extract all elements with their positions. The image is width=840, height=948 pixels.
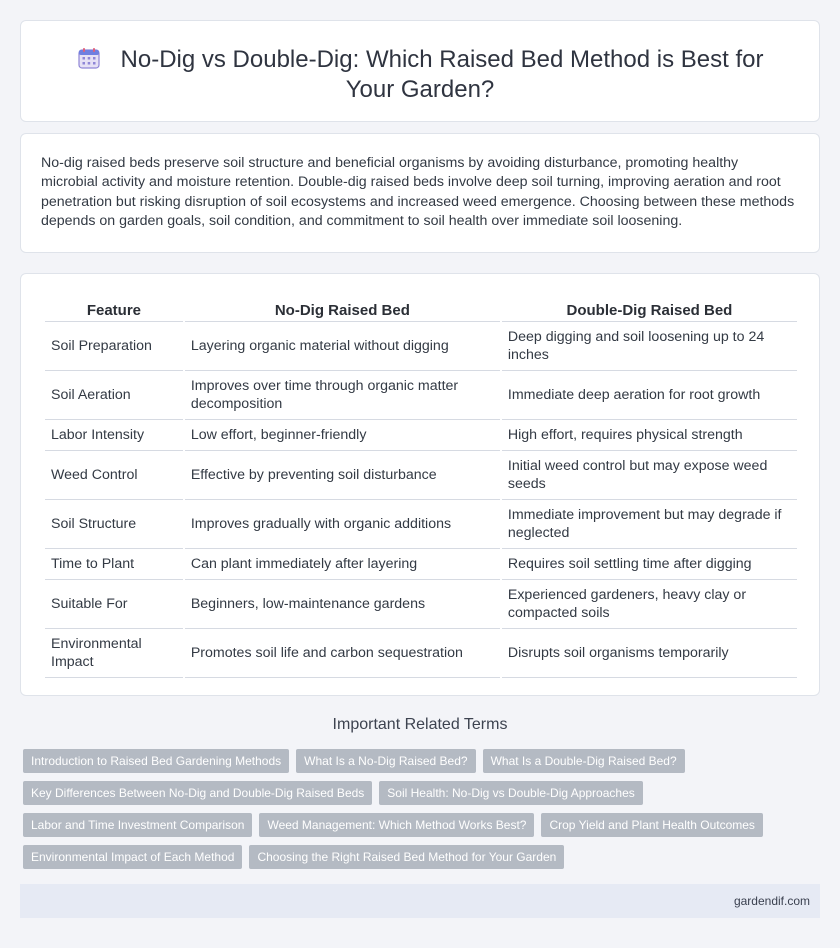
related-term-tag[interactable]: Introduction to Raised Bed Gardening Methods xyxy=(23,749,289,773)
related-terms-heading: Important Related Terms xyxy=(332,716,508,733)
related-terms-tags xyxy=(23,749,803,869)
no-dig-cell: Beginners, low-maintenance gardens xyxy=(185,580,500,629)
feature-cell: Soil Preparation xyxy=(45,322,183,371)
table-row xyxy=(45,420,797,451)
header-no-dig: No-Dig Raised Bed xyxy=(185,294,500,322)
table-row xyxy=(45,322,797,371)
comparison-table-card xyxy=(20,273,820,696)
related-term-tag[interactable]: Weed Management: Which Method Works Best? xyxy=(259,813,534,837)
footer-site-link[interactable]: gardendif.com xyxy=(733,894,810,908)
no-dig-cell: Low effort, beginner-friendly xyxy=(185,420,500,451)
double-dig-cell: Immediate deep aeration for root growth xyxy=(502,371,797,420)
table-row xyxy=(45,549,797,580)
no-dig-cell: Promotes soil life and carbon sequestration xyxy=(185,629,500,678)
table-row xyxy=(45,629,797,678)
double-dig-cell: High effort, requires physical strength xyxy=(502,420,797,451)
no-dig-cell: Improves gradually with organic additions xyxy=(185,500,500,549)
double-dig-cell: Experienced gardeners, heavy clay or compacted soils xyxy=(502,580,797,629)
header-feature: Feature xyxy=(45,294,183,322)
comparison-table xyxy=(43,294,799,678)
intro-text: No-dig raised beds preserve soil structure and beneficial organisms by avoiding disturbance, promoting healthy microbial activity and moisture retention. Double-dig raised beds involve deep soil turning, improving aeration and root penetration but risking disruption of soil ecosystems and increased weed emergence. Choosing between these methods depends on garden goals, soil condition, and commitment to soil health over immediate soil loosening. xyxy=(41,155,795,230)
related-term-tag[interactable]: What Is a Double-Dig Raised Bed? xyxy=(483,749,685,773)
double-dig-cell: Deep digging and soil loosening up to 24 inches xyxy=(502,322,797,371)
header-double-dig: Double-Dig Raised Bed xyxy=(502,294,797,322)
double-dig-cell: Disrupts soil organisms temporarily xyxy=(502,629,797,678)
table-header-row xyxy=(45,294,797,322)
double-dig-cell: Requires soil settling time after digging xyxy=(502,549,797,580)
no-dig-cell: Can plant immediately after layering xyxy=(185,549,500,580)
feature-cell: Suitable For xyxy=(45,580,183,629)
feature-cell: Time to Plant xyxy=(45,549,183,580)
double-dig-cell: Immediate improvement but may degrade if neglected xyxy=(502,500,797,549)
footer xyxy=(20,884,820,918)
related-term-tag[interactable]: Soil Health: No-Dig vs Double-Dig Approaches xyxy=(379,781,642,805)
no-dig-cell: Improves over time through organic matter decomposition xyxy=(185,371,500,420)
feature-cell: Soil Aeration xyxy=(45,371,183,420)
table-row xyxy=(45,371,797,420)
page-title-container xyxy=(21,45,819,105)
page-title: No-Dig vs Double-Dig: Which Raised Bed Method is Best for Your Garden? xyxy=(120,46,764,103)
no-dig-cell: Layering organic material without digging xyxy=(185,322,500,371)
title-card xyxy=(20,20,820,122)
table-row xyxy=(45,451,797,500)
feature-cell: Labor Intensity xyxy=(45,420,183,451)
related-term-tag[interactable]: What Is a No-Dig Raised Bed? xyxy=(296,749,475,773)
table-row xyxy=(45,500,797,549)
calendar-icon xyxy=(77,46,101,70)
related-term-tag[interactable]: Choosing the Right Raised Bed Method for Your Garden xyxy=(249,845,564,869)
related-term-tag[interactable]: Key Differences Between No-Dig and Double-Dig Raised Beds xyxy=(23,781,372,805)
table-row xyxy=(45,580,797,629)
feature-cell: Weed Control xyxy=(45,451,183,500)
feature-cell: Environmental Impact xyxy=(45,629,183,678)
intro-card xyxy=(20,133,820,253)
related-term-tag[interactable]: Labor and Time Investment Comparison xyxy=(23,813,252,837)
related-term-tag[interactable]: Environmental Impact of Each Method xyxy=(23,845,242,869)
related-term-tag[interactable]: Crop Yield and Plant Health Outcomes xyxy=(541,813,762,837)
no-dig-cell: Effective by preventing soil disturbance xyxy=(185,451,500,500)
feature-cell: Soil Structure xyxy=(45,500,183,549)
double-dig-cell: Initial weed control but may expose weed seeds xyxy=(502,451,797,500)
